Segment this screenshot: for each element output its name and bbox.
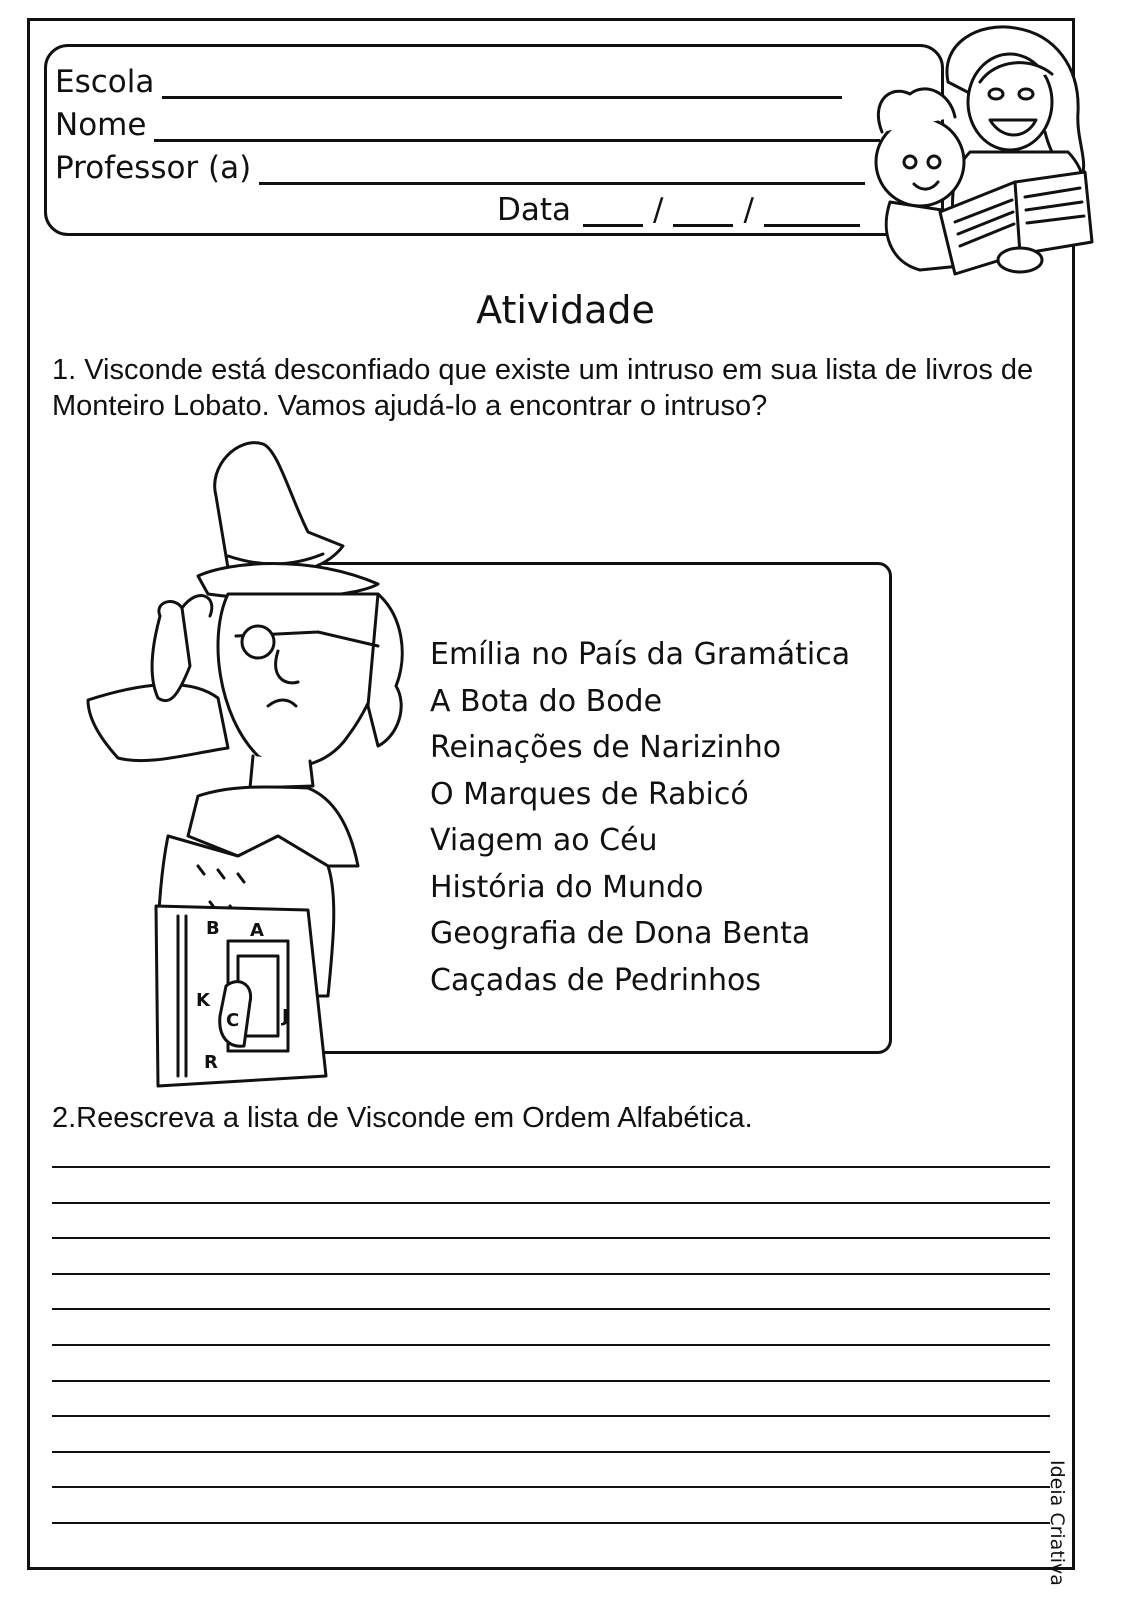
writing-line[interactable]: [52, 1237, 1050, 1239]
book-letter-b: B: [206, 918, 220, 939]
writing-line[interactable]: [52, 1202, 1050, 1204]
writing-line[interactable]: [52, 1486, 1050, 1488]
writing-lines: [52, 1166, 1050, 1558]
date-label: Data: [497, 192, 572, 228]
name-label: Nome: [55, 107, 147, 143]
question-2: 2.Reescreva a lista de Visconde em Ordem Alfabética.: [52, 1102, 753, 1134]
book-item: História do Mundo: [430, 869, 704, 905]
date-month-field[interactable]: [673, 198, 733, 227]
book-letter-j: J: [282, 1006, 289, 1027]
writing-line[interactable]: [52, 1273, 1050, 1275]
school-field[interactable]: [162, 70, 842, 99]
book-item: A Bota do Bode: [430, 683, 663, 719]
writing-line[interactable]: [52, 1415, 1050, 1417]
credit-text: Ideia Criativa: [1046, 1460, 1068, 1586]
date-separator-2: /: [743, 192, 754, 228]
book-item: O Marques de Rabicó: [430, 776, 749, 812]
book-letter-r: R: [204, 1052, 218, 1073]
school-label: Escola: [55, 64, 155, 100]
book-item: Viagem ao Céu: [430, 823, 658, 858]
writing-line[interactable]: [52, 1380, 1050, 1382]
book-item: Reinações de Narizinho: [430, 730, 782, 765]
book-item: Emília no País da Gramática: [430, 637, 851, 672]
book-item: Caçadas de Pedrinhos: [430, 962, 762, 998]
book-item: Geografia de Dona Benta: [430, 916, 811, 951]
name-row: [55, 108, 880, 142]
book-list: [430, 632, 850, 1004]
question-1: 1. Visconde está desconfiado que existe um intruso em sua lista de livros de Monteiro Lobato. Vamos ajudá-lo a encontrar o intruso?: [52, 354, 1034, 422]
header-box: [44, 44, 944, 236]
writing-line[interactable]: [52, 1451, 1050, 1453]
teacher-field[interactable]: [259, 156, 865, 185]
writing-line[interactable]: [52, 1166, 1050, 1168]
date-row: [497, 193, 860, 227]
visconde-illustration: [78, 436, 428, 1096]
book-letter-k: K: [196, 990, 210, 1011]
writing-line[interactable]: [52, 1522, 1050, 1524]
mother-child-reading-illustration: [830, 22, 1100, 284]
name-field[interactable]: [154, 113, 880, 142]
writing-line[interactable]: [52, 1308, 1050, 1310]
book-letter-a: A: [250, 920, 264, 941]
book-letter-c: C: [226, 1010, 240, 1031]
date-separator-1: /: [653, 192, 664, 228]
school-row: [55, 65, 842, 99]
teacher-label: Professor (a): [55, 150, 252, 186]
teacher-row: [55, 151, 865, 185]
page-title: Atividade: [476, 288, 655, 332]
writing-line[interactable]: [52, 1344, 1050, 1346]
date-day-field[interactable]: [583, 198, 643, 227]
